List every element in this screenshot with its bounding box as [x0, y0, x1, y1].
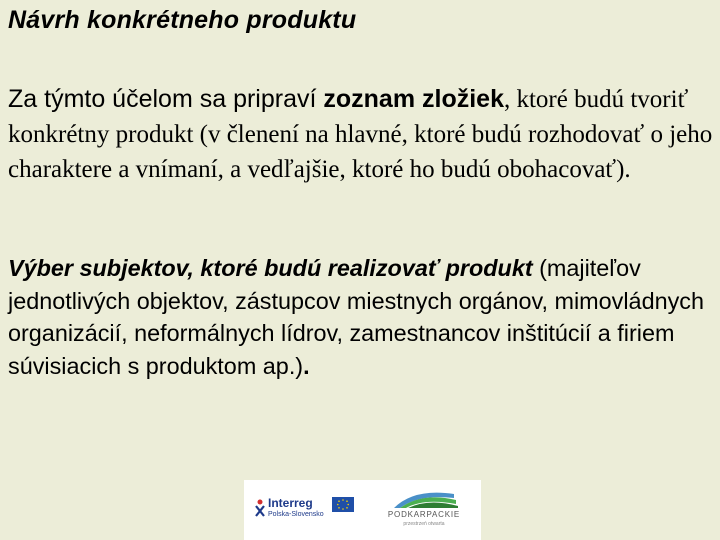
eu-flag-icon: [332, 497, 354, 512]
paragraph-rest: , ktoré budú tvoriť konkrétny produkt (v členení na hlavné, ktoré budú rozhodovať o jeho charaktere a vnímaní, a vedľajšie, ktoré ho budú obohacovať).: [8, 86, 713, 183]
paragraph-intro: Za týmto účelom sa pripraví: [8, 85, 324, 113]
paragraph-subjects: [8, 252, 718, 382]
interreg-name: Interreg: [268, 496, 313, 510]
slide-title: Návrh konkrétneho produktu: [8, 6, 357, 34]
podkarpackie-name: PODKARPACKIE: [387, 510, 461, 519]
interreg-sub: Polska-Slovensko: [268, 511, 324, 518]
interreg-logo: [254, 494, 354, 526]
paragraph-end: .: [303, 352, 310, 379]
hills-icon: [374, 486, 474, 510]
podkarpackie-sub: przestrzeń otwarta: [403, 521, 445, 527]
interreg-mark-icon: [254, 498, 266, 520]
paragraph-detail: (majiteľov jednotlivých objektov, zástupcov miestnych orgánov, mimovládnych organizácií, neformálnych lídrov, zamestnancov inštitúcií a firiem súvisiacich s produktom ap.): [8, 255, 704, 379]
paragraph-lead: Výber subjektov, ktoré budú realizovať produkt: [8, 255, 533, 281]
logo-strip: [244, 480, 481, 540]
paragraph-bold-phrase: zoznam zložiek: [323, 85, 504, 113]
paragraph-components: [8, 82, 713, 187]
podkarpackie-logo: [374, 486, 474, 534]
